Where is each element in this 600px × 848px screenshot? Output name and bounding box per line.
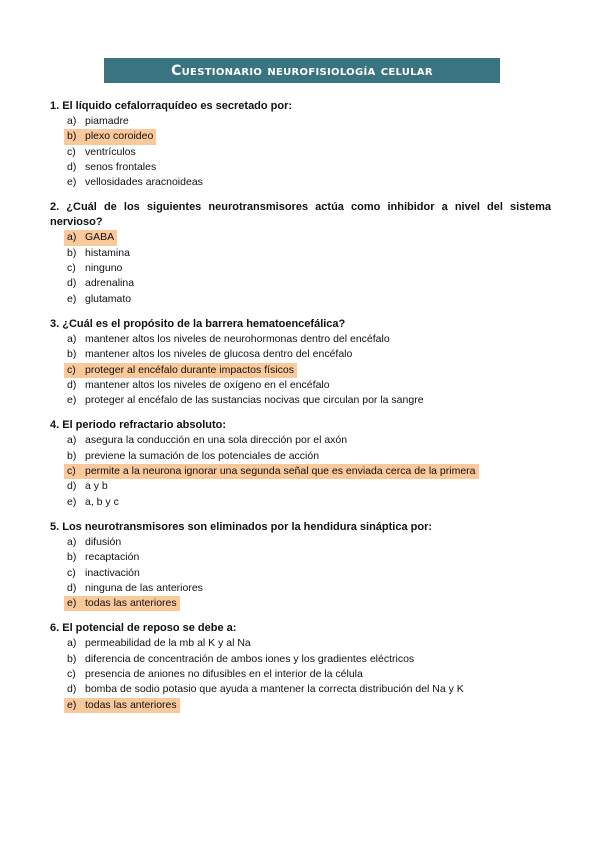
option [50,175,551,190]
option-text: vellosidades aracnoideas [85,176,203,189]
option-highlighted [50,596,551,611]
question-text: 6. El potencial de reposo se debe a: [50,622,237,635]
option-content [64,698,180,713]
option-text: diferencia de concentración de ambos iones y los gradientes eléctricos [85,652,415,665]
question-text: 5. Los neurotransmisores son eliminados por la hendidura sináptica por: [50,520,433,533]
option-content [64,433,350,448]
option-letter: c) [67,465,76,478]
option-letter: b) [67,130,77,143]
option-highlighted [50,363,551,378]
option-letter: c) [67,262,76,275]
option-text: inactivación [85,566,140,579]
option-text: proteger al encéfalo de las sustancias nocivas que circulan por la sangre [85,394,424,407]
option-content [64,347,355,362]
option-text: todas las anteriores [85,698,177,711]
option-content [64,246,133,261]
option-content [64,636,254,651]
option [50,550,551,565]
option-letter: c) [67,145,76,158]
option-text: difusión [85,535,122,548]
option-text: GABA [85,231,115,244]
option [50,636,551,651]
option-content [64,449,322,464]
option-text: proteger al encéfalo durante impactos físicos [85,363,294,376]
option-content [64,276,137,291]
option-text: mantener altos los niveles de glucosa dentro del encéfalo [85,348,353,361]
quiz-list [50,99,551,723]
option-text: plexo coroideo [85,130,154,143]
option-text: presencia de aniones no difusibles en el interior de la célula [85,668,363,681]
option-letter: a) [67,332,77,345]
option-content [64,581,206,596]
option [50,347,551,362]
option [50,682,551,697]
option-letter: c) [67,363,76,376]
option-letter: e) [67,597,77,610]
option-content [64,566,143,581]
option-content [64,535,124,550]
option [50,433,551,448]
option [50,581,551,596]
option-letter: b) [67,551,77,564]
option-text: bomba de sodio potasio que ayuda a mantener la correcta distribución del Na y K [85,683,464,696]
option-letter: d) [67,581,77,594]
option [50,479,551,494]
option-content [64,292,134,307]
option [50,535,551,550]
option-text: a y b [85,480,108,493]
option-letter: d) [67,378,77,391]
option-list [50,433,551,509]
option-text: previene la sumación de los potenciales de acción [85,449,320,462]
option [50,449,551,464]
question-6 [50,621,551,712]
option-letter: e) [67,698,77,711]
option-content [64,596,180,611]
option [50,114,551,129]
question-2 [50,200,551,306]
option-content [64,393,427,408]
option-letter: b) [67,348,77,361]
question-3 [50,317,551,408]
option-list [50,114,551,190]
option-letter: a) [67,434,77,447]
option-highlighted [50,464,551,479]
option-list [50,535,551,611]
option-content [64,667,366,682]
option-list [50,230,551,306]
option-text: permeabilidad de la mb al K y al Na [85,637,251,650]
option [50,667,551,682]
option-letter: d) [67,480,77,493]
question-5 [50,520,551,611]
option-letter: d) [67,160,77,173]
option-list [50,332,551,408]
option-text: glutamato [85,292,132,305]
option [50,566,551,581]
option-letter: a) [67,637,77,650]
option-letter: c) [67,668,76,681]
option-text: mantener altos los niveles de neurohormonas dentro del encéfalo [85,332,390,345]
option [50,495,551,510]
option-letter: e) [67,394,77,407]
option-content [64,230,117,245]
option-highlighted [50,230,551,245]
option-text: piamadre [85,115,129,127]
question-1 [50,99,551,190]
question-4 [50,418,551,509]
option-content [64,363,297,378]
option-text: ninguno [85,262,123,275]
option-text: todas las anteriores [85,597,177,610]
option-content [64,682,467,697]
option-content [64,332,393,347]
option-text: histamina [85,246,130,259]
option-text: ninguna de las anteriores [85,581,203,594]
option-letter: a) [67,231,77,244]
option-letter: e) [67,176,77,189]
option-content [64,175,206,190]
option [50,261,551,276]
question-text: 2. ¿Cuál de los siguientes neurotransmisores actúa como inhibidor a nivel del sistema nervioso? [50,201,551,229]
question-text: 4. El periodo refractario absoluto: [50,419,227,432]
option-content [64,160,159,175]
question-text: 1. El líquido cefalorraquídeo es secretado por: [50,100,293,112]
option-list [50,636,551,712]
option-letter: b) [67,652,77,665]
option [50,393,551,408]
option-letter: a) [67,115,77,127]
document-title: Cuestionario neurofisiología celular [104,58,500,83]
option [50,378,551,393]
option-text: ventrículos [85,145,136,158]
option-letter: a) [67,535,77,548]
option [50,292,551,307]
option-content [64,479,111,494]
option-content [64,495,122,510]
option-content [64,652,417,667]
option [50,652,551,667]
option-content [64,114,132,129]
option [50,160,551,175]
option [50,332,551,347]
option-text: permite a la neurona ignorar una segunda señal que es enviada cerca de la primera [85,465,476,478]
option [50,276,551,291]
option-content [64,261,125,276]
option [50,145,551,160]
option-letter: c) [67,566,76,579]
option-text: asegura la conducción en una sola dirección por el axón [85,434,348,447]
option-content [64,129,156,144]
option-text: recaptación [85,551,140,564]
option-text: a, b y c [85,495,119,508]
option-text: mantener altos los niveles de oxígeno en el encéfalo [85,378,330,391]
option-highlighted [50,698,551,713]
option-letter: b) [67,449,77,462]
option-letter: b) [67,246,77,259]
option-content [64,145,139,160]
option-letter: d) [67,277,77,290]
option-text: senos frontales [85,160,157,173]
question-text: 3. ¿Cuál es el propósito de la barrera hematoencefálica? [50,317,346,330]
option-letter: e) [67,292,77,305]
option-content [64,464,479,479]
option [50,246,551,261]
option-letter: e) [67,495,77,508]
option-highlighted [50,129,551,144]
option-content [64,378,333,393]
option-text: adrenalina [85,277,135,290]
option-letter: d) [67,683,77,696]
option-content [64,550,142,565]
